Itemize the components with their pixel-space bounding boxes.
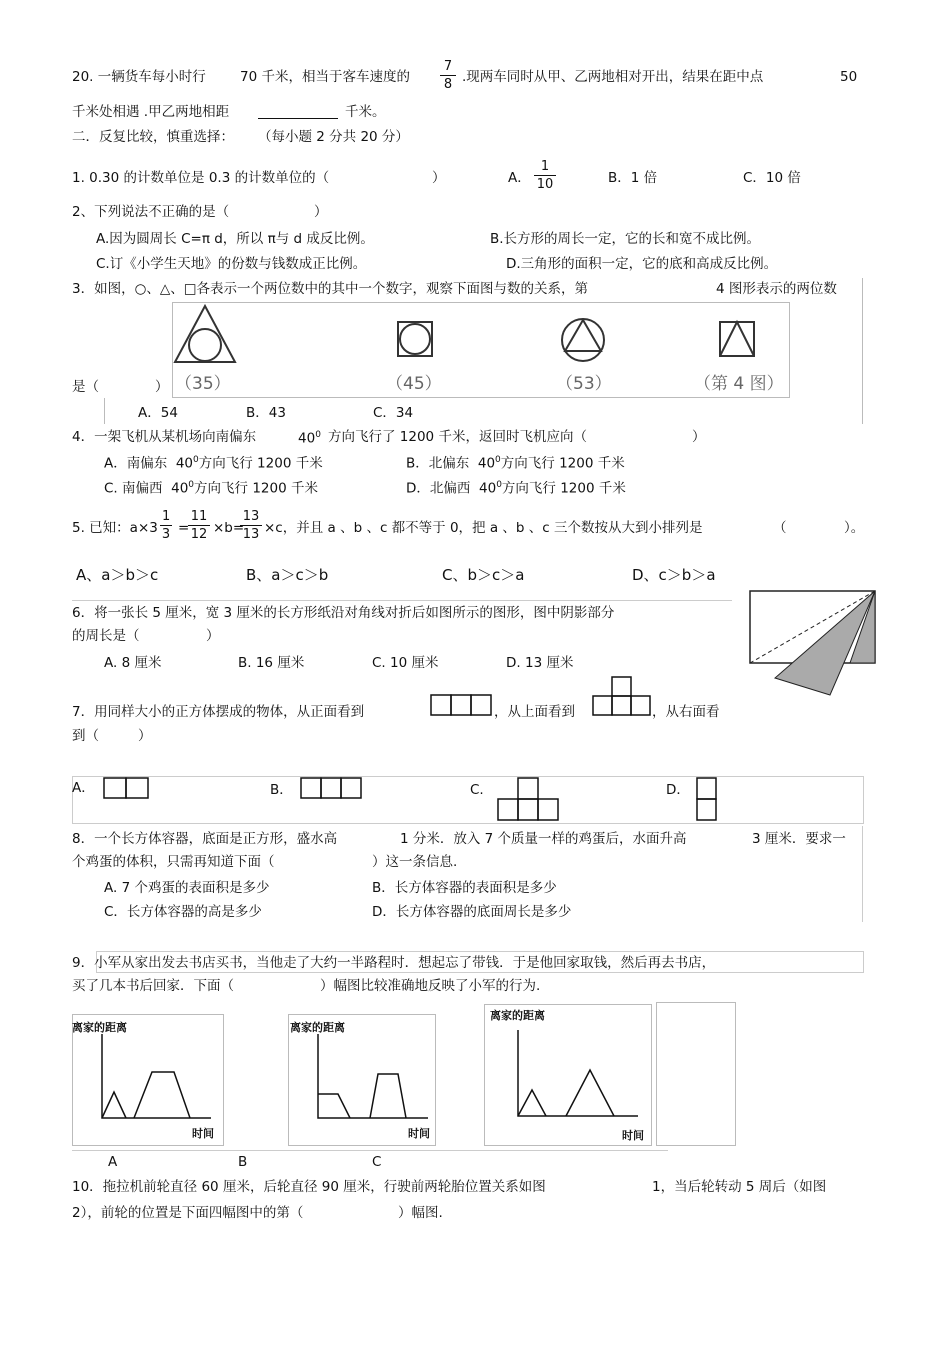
q7-option-b-shape: [300, 777, 362, 799]
q20-fraction: $\frac{7}{8}$: [440, 60, 456, 91]
q3-option-c[interactable]: C．34: [373, 405, 414, 421]
q3-text: 3．如图，○、△、□各表示一个两位数中的其中一个数字，观察下面图与数的关系，第: [72, 281, 589, 297]
q7-option-a[interactable]: A．: [72, 780, 95, 796]
q5-option-c[interactable]: C、b＞c＞a: [442, 566, 525, 584]
q4-option-c[interactable]: C. 南偏西 $40^0$方向飞行 1200 千米: [104, 480, 318, 497]
q9-line-2b: ）幅图比较准确地反映了小军的行为.: [320, 978, 541, 994]
q3-option-b[interactable]: B．43: [246, 405, 286, 421]
q3-close: ）: [155, 379, 169, 395]
q9-chart-b-ylabel: 离家的距离: [290, 1021, 345, 1034]
square-circle-figure: [398, 322, 432, 356]
q8-option-b[interactable]: B．长方体容器的表面积是多少: [372, 880, 557, 896]
q20-text-1: 20. 一辆货车每小时行: [72, 69, 206, 85]
q9-chart-c-xlabel: 时间: [622, 1129, 644, 1142]
q7-text-2: ，从上面看到: [494, 704, 575, 720]
q4-option-d[interactable]: D．北偏西 $40^0$方向飞行 1200 千米: [406, 480, 626, 497]
q1-option-a[interactable]: A．: [508, 170, 531, 186]
q5-fraction-1: $\frac{1}{3}$: [161, 509, 171, 542]
q9-chart-a-xlabel: 时间: [192, 1127, 214, 1140]
q6-option-c[interactable]: C. 10 厘米: [372, 655, 439, 671]
q5-fraction-2: $\frac{11}{12}$: [188, 510, 210, 541]
q3-label-2: （45）: [386, 374, 442, 394]
square-triangle-figure: [720, 322, 754, 356]
q5-equals: =: [178, 520, 190, 536]
q9-label-a[interactable]: A: [108, 1154, 118, 1170]
q10-text: 10．拖拉机前轮直径 60 厘米，后轮直径 90 厘米，行驶前两轮胎位置关系如图: [72, 1179, 546, 1195]
q3-option-a[interactable]: A．54: [138, 405, 178, 421]
q7-option-a-shape: [103, 777, 151, 799]
q2-close: ）: [314, 204, 328, 220]
q7-option-d-shape: [696, 777, 718, 821]
q9-label-c[interactable]: C: [372, 1154, 382, 1170]
q5-text-3: ×b=: [213, 520, 245, 536]
q1-option-c[interactable]: C．10 倍: [743, 170, 801, 186]
q9-chart-b: [312, 1034, 432, 1124]
q8-text-2: 1 分米．放入 7 个质量一样的鸡蛋后，水面升高: [400, 831, 687, 847]
q9-chart-c-ylabel: 离家的距离: [490, 1009, 545, 1022]
triangle-circle-figure: [175, 306, 235, 362]
q9-chart-a: [96, 1034, 216, 1124]
circle-triangle-figure: [562, 319, 604, 361]
q7-text-4: 到（: [72, 728, 99, 744]
q9-text: 9．小军从家出发去书店买书，当他走了大约一半路程时．想起忘了带钱．于是他回家取钱，然后再去书店，: [72, 955, 716, 971]
q20-text-3: .现两车同时从甲、乙两地相对开出，结果在距中点: [462, 69, 764, 85]
q3-text-3: 是（: [72, 379, 99, 395]
q2-option-b[interactable]: B.长方形的周长一定，它的长和宽不成比例。: [490, 231, 761, 247]
q9-chart-c: [512, 1030, 642, 1122]
q8-text-3: 3 厘米．要求一: [752, 831, 846, 847]
q7-close: ）: [138, 728, 152, 744]
q7-option-c-shape: [496, 777, 560, 821]
q4-degree: $40^0$: [298, 430, 321, 447]
section-note: （每小题 2 分共 20 分）: [258, 129, 409, 145]
q9-chart-b-xlabel: 时间: [408, 1127, 430, 1140]
q10-text-2: 1，当后轮转动 5 周后（如图: [652, 1179, 827, 1195]
q4-option-a[interactable]: A．南偏东 $40^0$方向飞行 1200 千米: [104, 455, 323, 472]
q20-answer-blank[interactable]: [258, 106, 338, 121]
q10-line-2b: ）幅图.: [398, 1205, 443, 1221]
q1-option-a-fraction: $\frac{1}{10}$: [534, 160, 556, 191]
q20-line-2b: 千米。: [345, 104, 386, 120]
q4-option-b[interactable]: B．北偏东 $40^0$方向飞行 1200 千米: [406, 455, 625, 472]
q2-option-c[interactable]: C.订《小学生天地》的份数与钱数成正比例。: [96, 256, 367, 272]
q4-text: 4．一架飞机从某机场向南偏东: [72, 429, 257, 445]
q7-options-panel: [72, 776, 864, 824]
q1-text: 1. 0.30 的计数单位是 0.3 的计数单位的（: [72, 170, 330, 186]
q8-option-d[interactable]: D．长方体容器的底面周长是多少: [372, 904, 572, 920]
q8-line-2b: ）这一条信息.: [372, 854, 458, 870]
q10-line-2: 2），前轮的位置是下面四幅图中的第（: [72, 1205, 304, 1221]
q7-option-d[interactable]: D．: [666, 782, 690, 798]
q7-option-b[interactable]: B．: [270, 782, 293, 798]
q9-line-2: 买了几本书后回家．下面（: [72, 978, 234, 994]
q5-option-b[interactable]: B、a＞c＞b: [246, 566, 329, 584]
q6-option-d[interactable]: D. 13 厘米: [506, 655, 574, 671]
q5-text-4: ×c，并且 a 、b 、c 都不等于 0，把 a 、b 、c 三个数按从大到小排列是: [264, 520, 703, 536]
q6-option-a[interactable]: A. 8 厘米: [104, 655, 162, 671]
q8-line-2: 个鸡蛋的体积，只需再知道下面（: [72, 854, 275, 870]
q3-text-2: 4 图形表示的两位数: [716, 281, 837, 297]
q9-chart-a-ylabel: 离家的距离: [72, 1021, 127, 1034]
q6-text: 6．将一张长 5 厘米，宽 3 厘米的长方形纸沿对角线对折后如图所示的图形，图中阴影部分: [72, 605, 615, 621]
q3-label-3: （53）: [556, 374, 612, 394]
q8-text: 8．一个长方体容器，底面是正方形，盛水高: [72, 831, 338, 847]
q2-option-d[interactable]: D.三角形的面积一定，它的底和高成反比例。: [506, 256, 778, 272]
q5-fraction-3: $\frac{13}{13}$: [240, 510, 262, 541]
q2-option-a[interactable]: A.因为圆周长 C=π d，所以 π与 d 成反比例。: [96, 231, 374, 247]
q20-line-2a: 千米处相遇 .甲乙两地相距: [72, 104, 230, 120]
q8-option-c[interactable]: C．长方体容器的高是多少: [104, 904, 262, 920]
q5-option-d[interactable]: D、c＞b＞a: [632, 566, 716, 584]
q4-close: ）: [692, 429, 706, 445]
q1-option-b[interactable]: B．1 倍: [608, 170, 658, 186]
q2-text: 2、下列说法不正确的是（: [72, 204, 230, 220]
q7-top-view-icon: [592, 676, 652, 718]
q20-text-2: 70 千米，相当于客车速度的: [240, 69, 410, 85]
q9-label-b[interactable]: B: [238, 1154, 248, 1170]
q5-open: （: [773, 520, 787, 536]
q3-label-1: （35）: [175, 374, 231, 394]
q9-chart-d-frame: [656, 1002, 736, 1146]
q6-option-b[interactable]: B. 16 厘米: [238, 655, 305, 671]
q7-text: 7．用同样大小的正方体摆成的物体，从正面看到: [72, 704, 365, 720]
q8-option-a[interactable]: A. 7 个鸡蛋的表面积是多少: [104, 880, 270, 896]
q7-front-view-icon: [430, 694, 494, 716]
q5-close: ）。: [844, 520, 865, 536]
q3-label-4: （第 4 图）: [694, 374, 784, 394]
q1-close: ）: [432, 170, 446, 186]
q5-option-a[interactable]: A、a＞b＞c: [76, 566, 159, 584]
q20-text-4: 50: [840, 69, 858, 85]
q7-option-c[interactable]: C.: [470, 782, 484, 798]
section-title: 二．反复比较，慎重选择：: [72, 129, 234, 145]
q4-text-2: 方向飞行了 1200 千米，返回时飞机应向（: [328, 429, 587, 445]
q6-text-2: 的周长是（: [72, 628, 140, 644]
q5-text-1: 5. 已知：a×3: [72, 520, 158, 536]
q7-text-3: ，从右面看: [652, 704, 720, 720]
q6-close: ）: [206, 628, 220, 644]
q6-folded-paper-figure: [735, 588, 880, 700]
